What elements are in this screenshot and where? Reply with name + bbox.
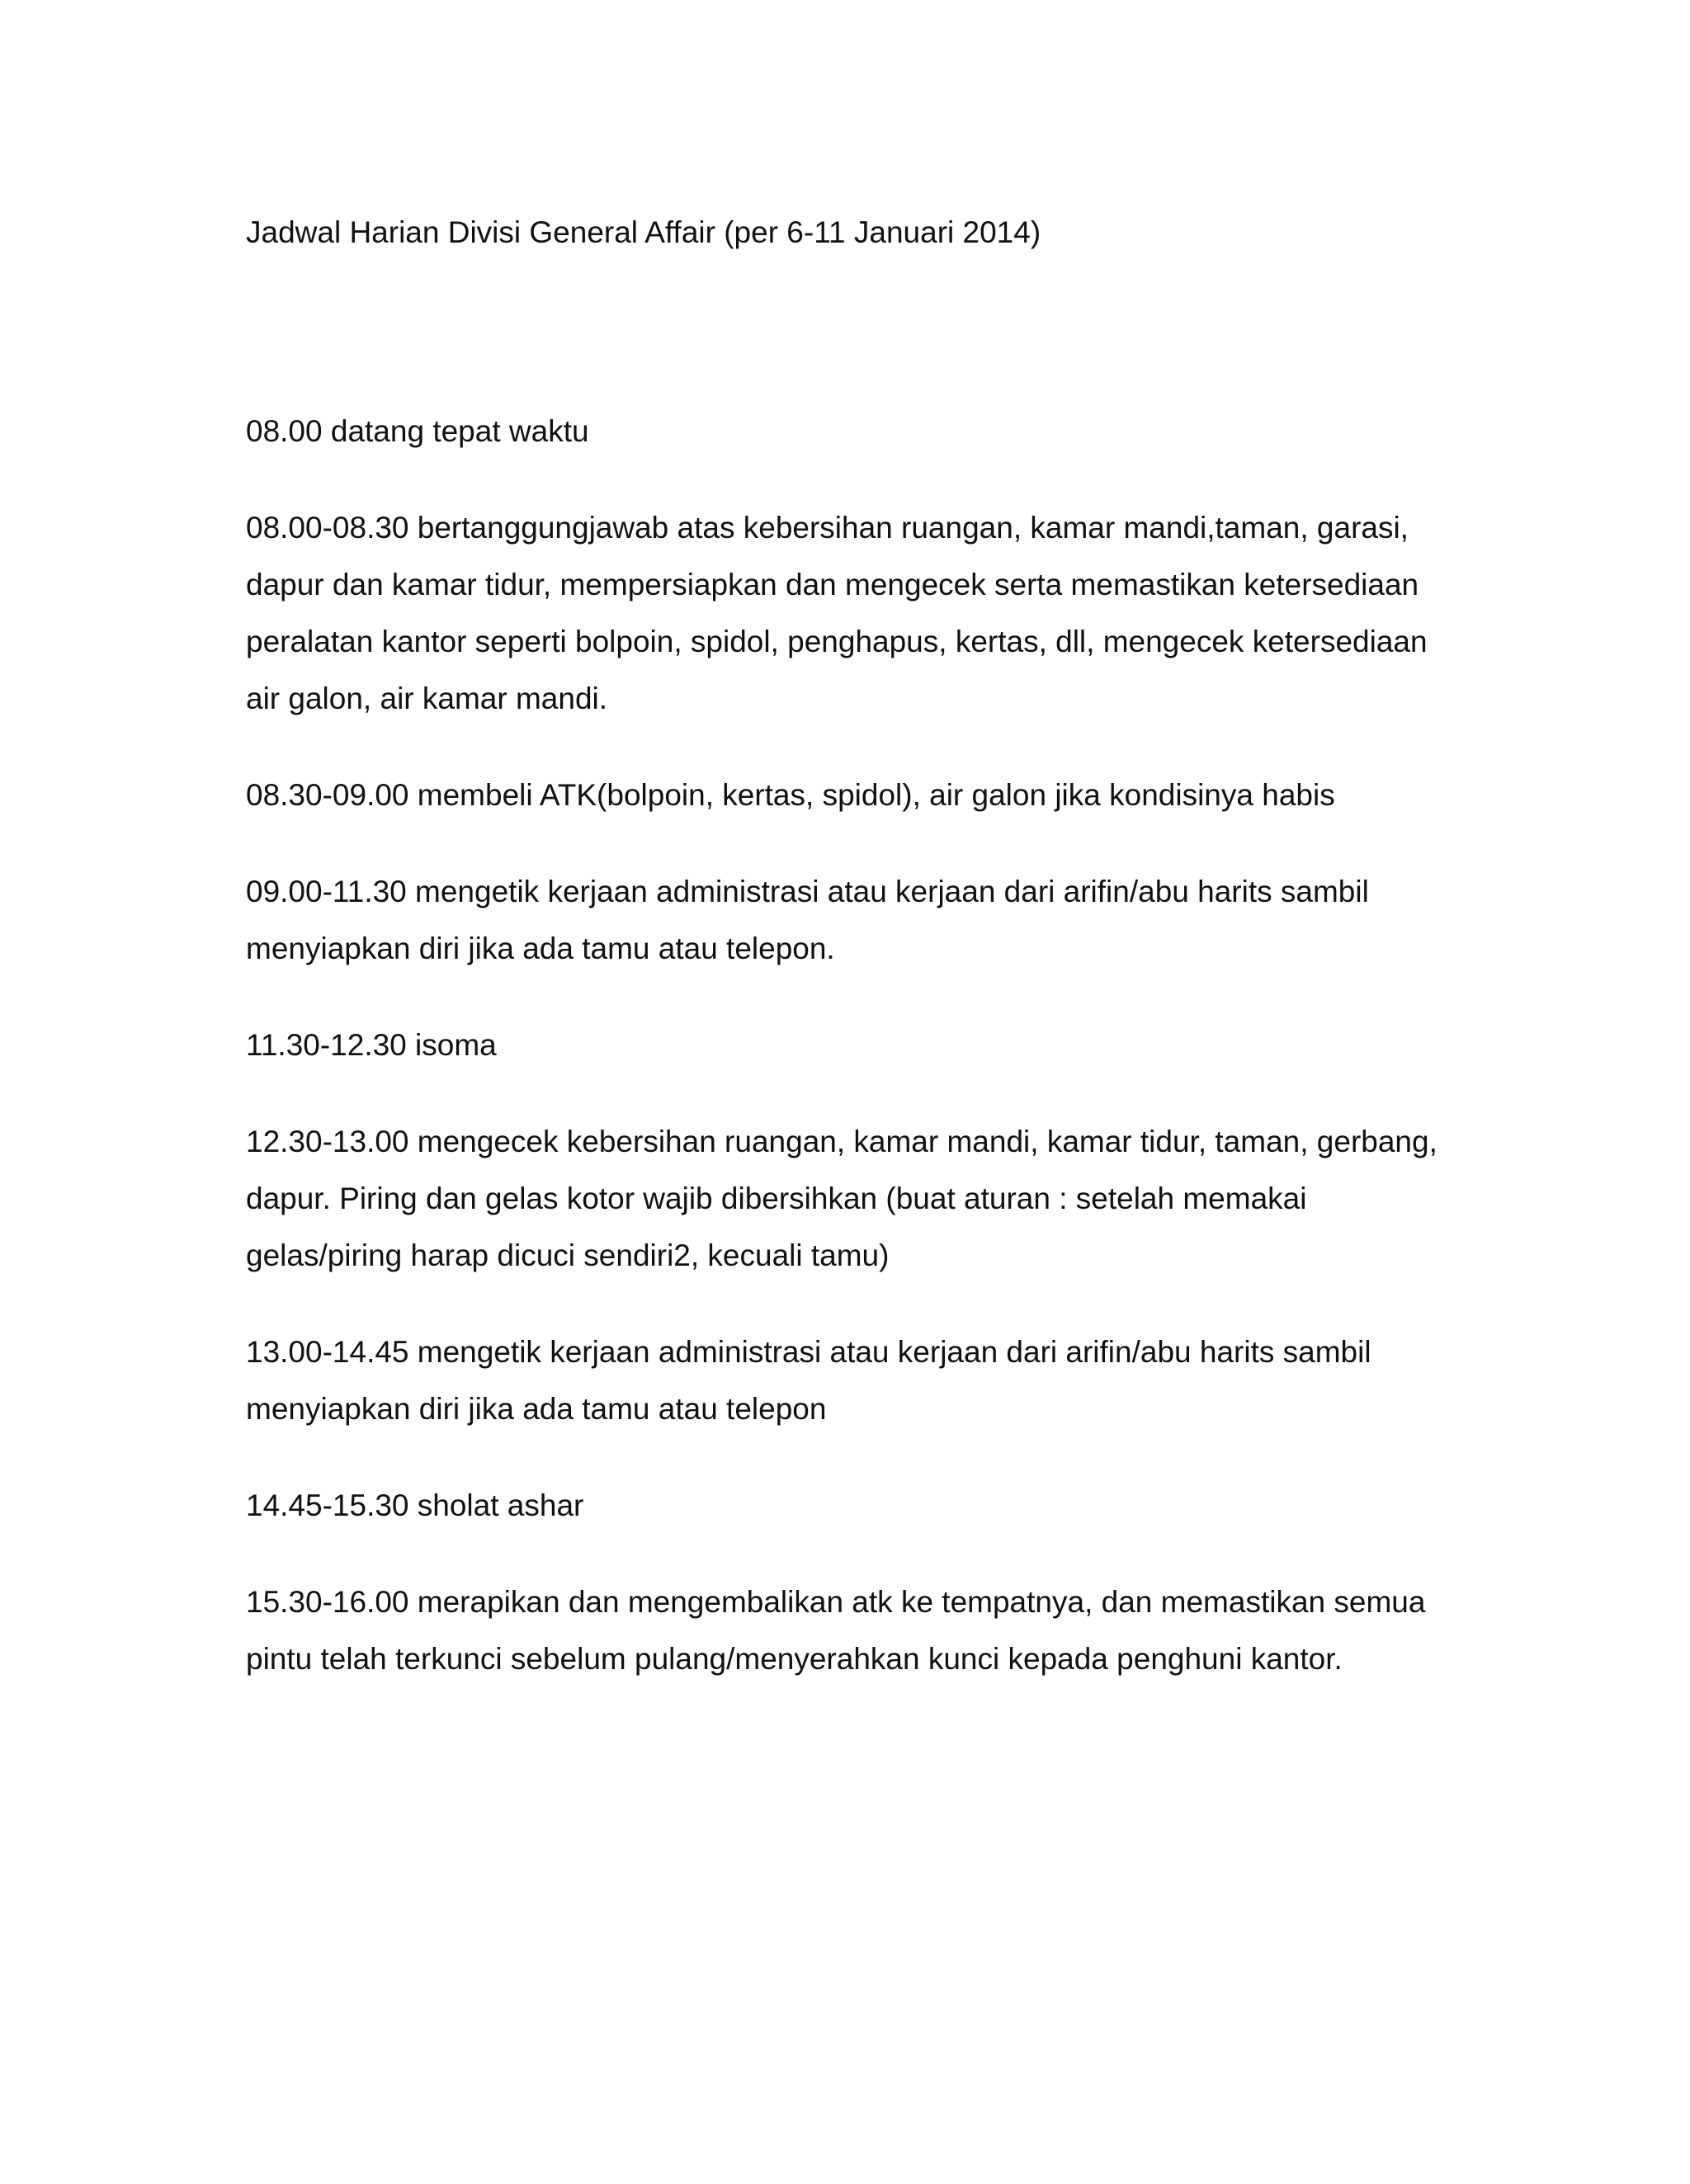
schedule-entry: 15.30-16.00 merapikan dan mengembalikan atk ke tempatnya, dan memastikan semua pintu telah terkunci sebelum pulang/menyerahkan kunci kepada penghuni kantor. — [246, 1585, 1426, 1676]
schedule-entry: 12.30-13.00 mengecek kebersihan ruangan, kamar mandi, kamar tidur, taman, gerbang, dapur. Piring dan gelas kotor wajib dibersihkan (buat aturan : setelah memakai gelas/piring harap dicuci sendiri2, kecuali tamu) — [246, 1125, 1437, 1272]
schedule-entry: 08.00 datang tepat waktu — [246, 414, 589, 448]
schedule-entry: 13.00-14.45 mengetik kerjaan administrasi atau kerjaan dari arifin/abu harits sambil menyiapkan diri jika ada tamu atau telepon — [246, 1335, 1371, 1426]
document-title: Jadwal Harian Divisi General Affair (per 6-11 Januari 2014) — [246, 215, 1041, 249]
schedule-entry: 08.30-09.00 membeli ATK(bolpoin, kertas, spidol), air galon jika kondisinya habis — [246, 778, 1335, 812]
schedule-entry: 08.00-08.30 bertanggungjawab atas kebersihan ruangan, kamar mandi,taman, garasi, dapur dan kamar tidur, mempersiapkan dan mengecek serta memastikan ketersediaan peralatan kantor seperti bolpoin, spidol, penghapus, kertas, dll, mengecek ketersediaan air galon, air kamar mandi. — [246, 511, 1428, 715]
schedule-entry: 11.30-12.30 isoma — [246, 1028, 497, 1062]
schedule-entry: 09.00-11.30 mengetik kerjaan administrasi atau kerjaan dari arifin/abu harits sambil menyiapkan diri jika ada tamu atau telepon. — [246, 875, 1369, 965]
schedule-list — [246, 403, 1459, 1727]
schedule-entry: 14.45-15.30 sholat ashar — [246, 1488, 584, 1522]
